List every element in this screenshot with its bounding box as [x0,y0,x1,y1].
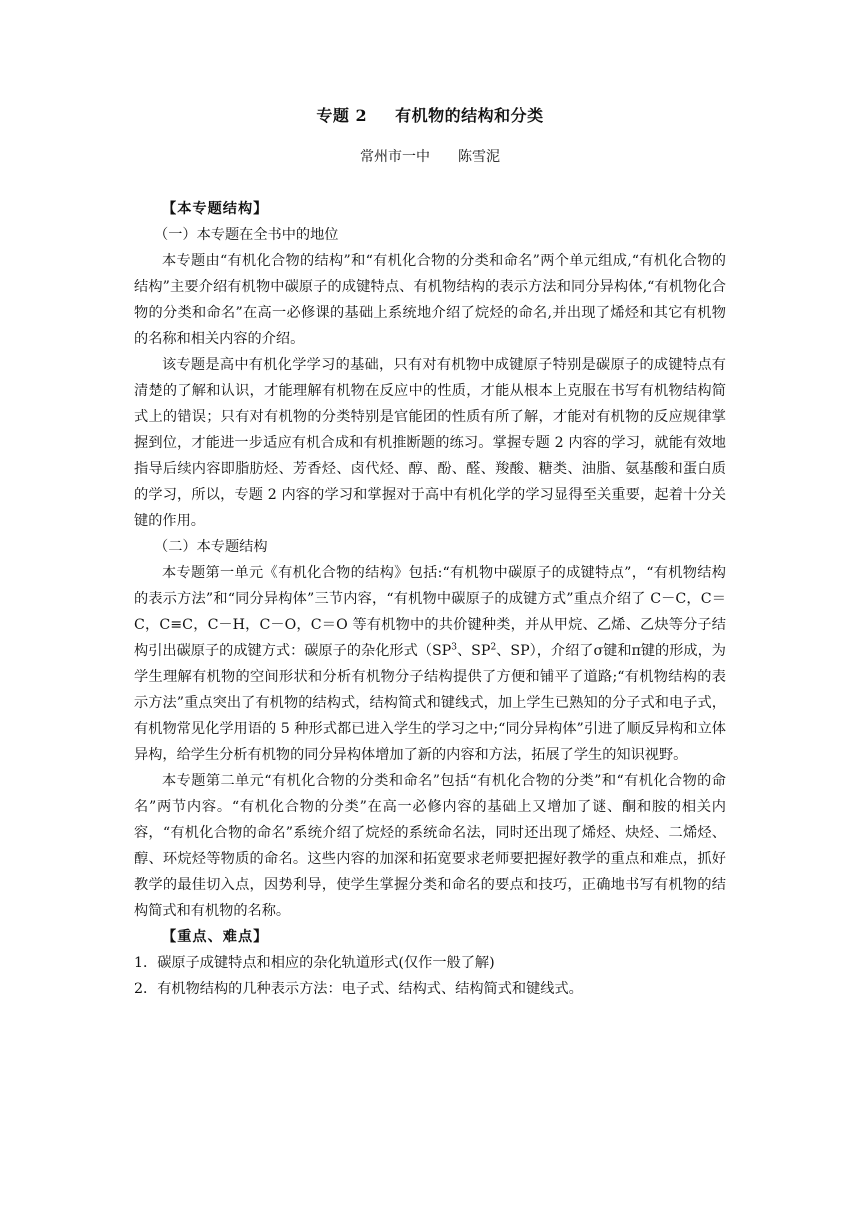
subheading-structure: （二）本专题结构 [154,539,268,555]
title-topic-number: 专题 2 [316,106,368,125]
paragraph-2: 该专题是高中有机化学学习的基础，只有对有机物中成键原子特别是碳原子的成键特点有清楚的了解和认识，才能理解有机物在反应中的性质，才能从根本上克服在书写有机物结构简式上的错误；只有对有机物的分类特别是官能团的性质有所了解，才能对有机物的反应规律掌握到位，才能进一步适应有机合成和有机推断题的练习。掌握专题 2 内容的学习，就能有效地指导后续内容即脂肪烃、芳香烃、卤代烃、醇、酚、醛、羧酸、糖类、油脂、氨基酸和蛋白质的学习，所以，专题 2 内容的学习和掌握对于高中有机化学的学习显得至关重要，起着十分关键的作用。 [134,357,726,529]
author-name: 陈雪泥 [458,149,500,165]
paragraph-3-part-b: 、SP [456,643,491,659]
list-item-1: 1．碳原子成键特点和相应的杂化轨道形式(仅作一般了解) [134,955,495,971]
document-title [134,103,726,126]
list-item-2: 2．有机物结构的几种表示方法：电子式、结构式、结构简式和键线式。 [134,981,583,997]
section-heading-structure: 【本专题结构】 [162,201,269,217]
paragraph-3 [134,560,726,768]
title-topic-name: 有机物的结构和分类 [395,106,544,125]
paragraph-1: 本专题由“有机化合物的结构”和“有机化合物的分类和命名”两个单元组成,“有机化合物的结构”主要介绍有机物中碳原子的成键特点、有机物结构的表示方法和同分异构体,“有机物化合物的分类和命名”在高一必修课的基础上系统地介绍了烷烃的命名,并出现了烯烃和其它有机物的名称和相关内容的介绍。 [134,253,726,347]
superscript-2: 2 [490,642,497,653]
document-body [134,196,726,1002]
superscript-3: 3 [451,642,457,653]
paragraph-3-part-a: 本专题第一单元《有机化合物的结构》包括:“有机物中碳原子的成键特点”，“有机物结构的表示方法”和“同分异构体”三节内容，“有机物中碳原子的成键方式”重点介绍了 C－C，C＝C，C≡C，C－H，C－O，C＝O 等有机物中的共价键种类，并从甲烷、乙烯、乙炔等分子结构引出碳原子的成键方式：碳原子的杂化形式（SP [134,565,726,659]
paragraph-4: 本专题第二单元“有机化合物的分类和命名”包括“有机化合物的分类”和“有机化合物的命名”两节内容。“有机化合物的分类”在高一必修内容的基础上又增加了谜、酮和胺的相关内容，“有机化合物的命名”系统介绍了烷烃的系统命名法，同时还出现了烯烃、炔烃、二烯烃、醇、环烷烃等物质的命名。这些内容的加深和拓宽要求老师要把握好教学的重点和难点，抓好教学的最佳切入点，因势利导，使学生掌握分类和命名的要点和技巧，正确地书写有机物的结构简式和有机物的名称。 [134,773,726,919]
subheading-position: （一）本专题在全书中的地位 [154,227,339,243]
author-school: 常州市一中 [360,149,430,165]
section-heading-key-points: 【重点、难点】 [162,929,269,945]
author-line [134,146,726,166]
paragraph-3-part-c: 、SP），介绍了σ键和π键的形成，为学生理解有机物的空间形状和分析有机物分子结构提供了方便和铺平了道路;“有机物结构的表示方法”重点突出了有机物的结构式，结构简式和键线式，加上学生已熟知的分子式和电子式，有机物常见化学用语的 5 种形式都已进入学生的学习之中;“同分异构体”引进了顺反异构和立体异构，给学生分析有机物的同分异构体增加了新的内容和方法，拓展了学生的知识视野。 [134,643,726,763]
